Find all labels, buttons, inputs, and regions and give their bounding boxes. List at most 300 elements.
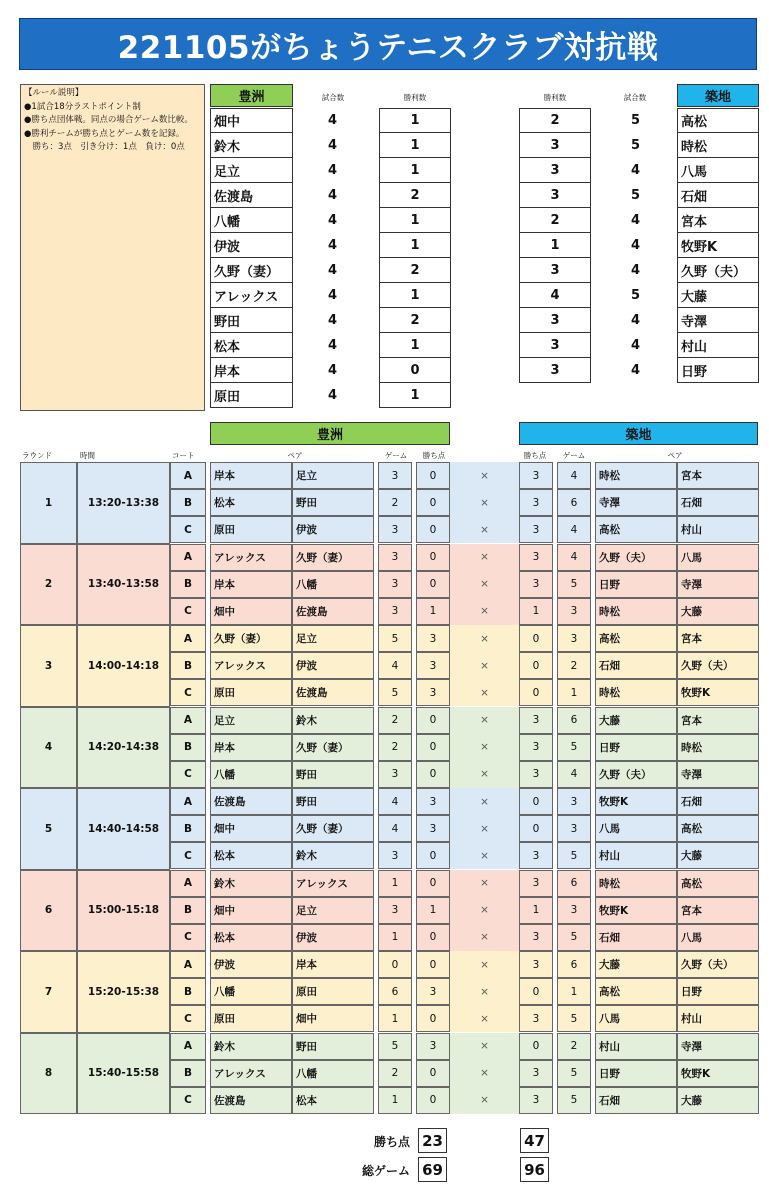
right-player-2: 久野（夫） bbox=[677, 652, 759, 679]
vs-mark: × bbox=[450, 489, 519, 516]
summary-right-wins: 1 bbox=[519, 233, 591, 258]
left-player-1: 久野（妻） bbox=[210, 625, 292, 652]
right-player-2: 宮本 bbox=[677, 707, 759, 734]
left-games: 3 bbox=[378, 516, 412, 543]
summary-left-name: 佐渡島 bbox=[210, 183, 293, 208]
left-player-2: 野田 bbox=[292, 489, 374, 516]
summary-right-name: 石畑 bbox=[677, 183, 759, 208]
left-player-2: 伊波 bbox=[292, 652, 374, 679]
left-player-2: 野田 bbox=[292, 788, 374, 815]
left-games: 3 bbox=[378, 598, 412, 625]
right-player-1: 日野 bbox=[595, 1060, 677, 1087]
left-games: 2 bbox=[378, 734, 412, 761]
left-games: 3 bbox=[378, 842, 412, 869]
left-points: 3 bbox=[416, 978, 450, 1005]
left-player-1: 松本 bbox=[210, 842, 292, 869]
round-block bbox=[20, 1033, 759, 1115]
left-player-2: 原田 bbox=[292, 978, 374, 1005]
left-player-1: 岸本 bbox=[210, 571, 292, 598]
vs-mark: × bbox=[450, 462, 519, 489]
summary-right-team-header: 築地 bbox=[677, 84, 759, 107]
left-games: 4 bbox=[378, 652, 412, 679]
left-player-1: 鈴木 bbox=[210, 870, 292, 897]
right-points: 1 bbox=[519, 897, 553, 924]
summary-left-wins: 1 bbox=[379, 158, 451, 183]
summary-right-wins: 3 bbox=[519, 133, 591, 158]
right-games: 4 bbox=[557, 761, 591, 788]
left-player-1: アレックス bbox=[210, 652, 292, 679]
court-label: C bbox=[170, 761, 206, 788]
left-points: 0 bbox=[416, 924, 450, 951]
court-label: B bbox=[170, 652, 206, 679]
round-number: 8 bbox=[20, 1033, 77, 1115]
left-games: 3 bbox=[378, 462, 412, 489]
right-points: 1 bbox=[519, 598, 553, 625]
left-player-2: 佐渡島 bbox=[292, 679, 374, 706]
right-player-2: 八馬 bbox=[677, 544, 759, 571]
right-player-2: 日野 bbox=[677, 978, 759, 1005]
summary-right-matches: 4 bbox=[630, 163, 641, 178]
right-points: 3 bbox=[519, 1005, 553, 1032]
round-number: 6 bbox=[20, 870, 77, 952]
right-games: 5 bbox=[557, 1060, 591, 1087]
right-player-1: 石畑 bbox=[595, 924, 677, 951]
right-player-1: 牧野K bbox=[595, 897, 677, 924]
rules-line: ●勝利チームが勝ち点とゲーム数を記録。 bbox=[24, 128, 185, 139]
left-points: 3 bbox=[416, 788, 450, 815]
court-label: C bbox=[170, 1087, 206, 1114]
summary-right-wins: 2 bbox=[519, 208, 591, 233]
right-player-2: 大藤 bbox=[677, 1087, 759, 1114]
rules-line: 【ルール説明】 bbox=[24, 88, 84, 98]
left-player-1: 鈴木 bbox=[210, 1033, 292, 1060]
summary-right-name: 牧野K bbox=[677, 233, 759, 258]
right-player-2: 高松 bbox=[677, 870, 759, 897]
right-games: 5 bbox=[557, 734, 591, 761]
right-points: 3 bbox=[519, 516, 553, 543]
right-player-1: 石畑 bbox=[595, 1087, 677, 1114]
left-points: 0 bbox=[416, 707, 450, 734]
left-games: 1 bbox=[378, 924, 412, 951]
summary-right-matches: 4 bbox=[630, 213, 641, 228]
vs-mark: × bbox=[450, 788, 519, 815]
right-player-1: 八馬 bbox=[595, 815, 677, 842]
right-games: 3 bbox=[557, 788, 591, 815]
right-player-1: 牧野K bbox=[595, 788, 677, 815]
summary-left-wins: 2 bbox=[379, 258, 451, 283]
summary-left-name: 岸本 bbox=[210, 358, 293, 383]
round-block bbox=[20, 544, 759, 626]
left-games: 0 bbox=[378, 951, 412, 978]
summary-left-matches: 4 bbox=[327, 163, 338, 178]
right-player-2: 時松 bbox=[677, 734, 759, 761]
right-player-1: 高松 bbox=[595, 625, 677, 652]
left-player-2: 伊波 bbox=[292, 516, 374, 543]
summary-left-matches: 4 bbox=[327, 313, 338, 328]
vs-mark: × bbox=[450, 544, 519, 571]
right-points: 3 bbox=[519, 544, 553, 571]
left-points: 0 bbox=[416, 951, 450, 978]
left-player-2: 足立 bbox=[292, 462, 374, 489]
total-games-label: 総ゲーム bbox=[361, 1164, 410, 1178]
round-block bbox=[20, 462, 759, 544]
right-points: 3 bbox=[519, 1060, 553, 1087]
court-label: A bbox=[170, 462, 206, 489]
right-player-2: 大藤 bbox=[677, 598, 759, 625]
court-label: C bbox=[170, 516, 206, 543]
right-games: 3 bbox=[557, 625, 591, 652]
left-points: 3 bbox=[416, 625, 450, 652]
summary-right-matches-header: 試合数 bbox=[623, 93, 647, 102]
left-player-1: 八幡 bbox=[210, 761, 292, 788]
right-player-2: 村山 bbox=[677, 1005, 759, 1032]
court-label: C bbox=[170, 924, 206, 951]
right-player-1: 日野 bbox=[595, 734, 677, 761]
rules-line: ●勝ち点団体戦。同点の場合ゲーム数比較。 bbox=[24, 115, 193, 125]
court-label: B bbox=[170, 1060, 206, 1087]
left-player-1: 佐渡島 bbox=[210, 788, 292, 815]
round-number: 5 bbox=[20, 788, 77, 870]
summary-left-name: 畑中 bbox=[210, 108, 293, 133]
left-games: 1 bbox=[378, 1087, 412, 1114]
summary-right-wins-header: 勝利数 bbox=[543, 93, 567, 102]
vs-mark: × bbox=[450, 761, 519, 788]
round-time: 13:40-13:58 bbox=[77, 544, 170, 626]
summary-left-matches: 4 bbox=[327, 363, 338, 378]
right-points: 0 bbox=[519, 679, 553, 706]
right-player-1: 日野 bbox=[595, 571, 677, 598]
rules-line: 勝ち：3点 引き分け：1点 負け：0点 bbox=[24, 142, 185, 152]
left-player-2: 松本 bbox=[292, 1087, 374, 1114]
court-label: A bbox=[170, 1033, 206, 1060]
summary-left-name: 八幡 bbox=[210, 208, 293, 233]
left-player-2: 野田 bbox=[292, 1033, 374, 1060]
court-label: B bbox=[170, 489, 206, 516]
summary-left-name: 伊波 bbox=[210, 233, 293, 258]
summary-left-wins: 1 bbox=[379, 383, 451, 408]
summary-right-name: 八馬 bbox=[677, 158, 759, 183]
left-games-header: ゲーム bbox=[384, 451, 408, 460]
right-games: 2 bbox=[557, 652, 591, 679]
right-player-2: 宮本 bbox=[677, 625, 759, 652]
vs-mark: × bbox=[450, 870, 519, 897]
left-games: 3 bbox=[378, 897, 412, 924]
right-player-1: 高松 bbox=[595, 516, 677, 543]
round-time: 13:20-13:38 bbox=[77, 462, 170, 544]
left-player-1: 岸本 bbox=[210, 462, 292, 489]
left-player-1: 松本 bbox=[210, 924, 292, 951]
vs-mark: × bbox=[450, 571, 519, 598]
left-points: 3 bbox=[416, 1033, 450, 1060]
vs-mark: × bbox=[450, 707, 519, 734]
summary-left-wins: 2 bbox=[379, 308, 451, 333]
summary-right-matches: 5 bbox=[630, 288, 641, 303]
round-block bbox=[20, 707, 759, 789]
left-player-2: 足立 bbox=[292, 897, 374, 924]
vs-mark: × bbox=[450, 652, 519, 679]
right-player-2: 村山 bbox=[677, 516, 759, 543]
vs-mark: × bbox=[450, 1060, 519, 1087]
vs-mark: × bbox=[450, 951, 519, 978]
summary-right-matches: 4 bbox=[630, 263, 641, 278]
summary-right-name: 高松 bbox=[677, 108, 759, 133]
summary-right-wins: 2 bbox=[519, 108, 591, 133]
left-points-header: 勝ち点 bbox=[422, 451, 446, 460]
right-player-1: 時松 bbox=[595, 870, 677, 897]
round-header: ラウンド bbox=[22, 451, 52, 460]
right-points: 0 bbox=[519, 788, 553, 815]
summary-right-wins: 3 bbox=[519, 183, 591, 208]
right-games: 5 bbox=[557, 1005, 591, 1032]
left-points: 0 bbox=[416, 1087, 450, 1114]
left-player-1: 足立 bbox=[210, 707, 292, 734]
summary-right-name: 宮本 bbox=[677, 208, 759, 233]
round-number: 1 bbox=[20, 462, 77, 544]
court-label: B bbox=[170, 734, 206, 761]
right-points: 0 bbox=[519, 652, 553, 679]
vs-mark: × bbox=[450, 679, 519, 706]
vs-mark: × bbox=[450, 734, 519, 761]
left-player-2: 佐渡島 bbox=[292, 598, 374, 625]
left-player-1: 原田 bbox=[210, 679, 292, 706]
summary-right-wins: 3 bbox=[519, 158, 591, 183]
left-games: 6 bbox=[378, 978, 412, 1005]
right-player-1: 村山 bbox=[595, 842, 677, 869]
right-points: 3 bbox=[519, 462, 553, 489]
round-block bbox=[20, 625, 759, 707]
left-player-2: 八幡 bbox=[292, 571, 374, 598]
right-games: 4 bbox=[557, 516, 591, 543]
right-player-1: 大藤 bbox=[595, 707, 677, 734]
right-games: 5 bbox=[557, 842, 591, 869]
left-games: 5 bbox=[378, 1033, 412, 1060]
left-points: 0 bbox=[416, 544, 450, 571]
round-time: 15:40-15:58 bbox=[77, 1033, 170, 1115]
summary-right-wins: 3 bbox=[519, 308, 591, 333]
right-player-2: 寺澤 bbox=[677, 761, 759, 788]
vs-mark: × bbox=[450, 815, 519, 842]
summary-left-name: 足立 bbox=[210, 158, 293, 183]
right-player-1: 寺澤 bbox=[595, 489, 677, 516]
summary-left-name: 鈴木 bbox=[210, 133, 293, 158]
right-points: 3 bbox=[519, 870, 553, 897]
right-player-2: 八馬 bbox=[677, 924, 759, 951]
left-pair-header: ペア bbox=[287, 451, 303, 460]
right-points: 0 bbox=[519, 1033, 553, 1060]
summary-left-matches: 4 bbox=[327, 388, 338, 403]
right-points: 0 bbox=[519, 815, 553, 842]
summary-left-wins: 1 bbox=[379, 333, 451, 358]
right-player-1: 時松 bbox=[595, 462, 677, 489]
vs-mark: × bbox=[450, 516, 519, 543]
right-player-1: 大藤 bbox=[595, 951, 677, 978]
right-total-games: 96 bbox=[520, 1157, 549, 1182]
right-points: 3 bbox=[519, 951, 553, 978]
court-label: A bbox=[170, 788, 206, 815]
round-block bbox=[20, 870, 759, 952]
right-points: 3 bbox=[519, 571, 553, 598]
right-games: 6 bbox=[557, 870, 591, 897]
left-games: 3 bbox=[378, 544, 412, 571]
left-points: 0 bbox=[416, 870, 450, 897]
summary-right-name: 久野（夫） bbox=[677, 258, 759, 283]
schedule-right-team-header: 築地 bbox=[519, 422, 758, 445]
left-player-2: 鈴木 bbox=[292, 707, 374, 734]
vs-mark: × bbox=[450, 842, 519, 869]
summary-right-name: 日野 bbox=[677, 358, 759, 383]
summary-left-name: 松本 bbox=[210, 333, 293, 358]
right-points-header: 勝ち点 bbox=[523, 451, 547, 460]
round-block bbox=[20, 788, 759, 870]
right-player-1: 久野（夫） bbox=[595, 544, 677, 571]
summary-right-matches: 4 bbox=[630, 238, 641, 253]
left-points: 3 bbox=[416, 652, 450, 679]
vs-mark: × bbox=[450, 1033, 519, 1060]
left-player-1: アレックス bbox=[210, 1060, 292, 1087]
court-label: A bbox=[170, 870, 206, 897]
court-label: A bbox=[170, 951, 206, 978]
left-player-2: 八幡 bbox=[292, 1060, 374, 1087]
summary-right-matches: 5 bbox=[630, 113, 641, 128]
right-points: 3 bbox=[519, 707, 553, 734]
left-points: 3 bbox=[416, 815, 450, 842]
page-title: 221105がちょうテニスクラブ対抗戦 bbox=[19, 18, 757, 70]
vs-mark: × bbox=[450, 897, 519, 924]
right-player-1: 村山 bbox=[595, 1033, 677, 1060]
summary-left-wins-header: 勝利数 bbox=[403, 93, 427, 102]
left-player-1: アレックス bbox=[210, 544, 292, 571]
right-player-2: 久野（夫） bbox=[677, 951, 759, 978]
left-games: 5 bbox=[378, 625, 412, 652]
vs-mark: × bbox=[450, 1005, 519, 1032]
court-label: B bbox=[170, 571, 206, 598]
court-header: コート bbox=[172, 451, 195, 460]
round-number: 7 bbox=[20, 951, 77, 1033]
right-player-2: 大藤 bbox=[677, 842, 759, 869]
left-games: 5 bbox=[378, 679, 412, 706]
round-number: 3 bbox=[20, 625, 77, 707]
left-player-2: アレックス bbox=[292, 870, 374, 897]
summary-left-wins: 2 bbox=[379, 183, 451, 208]
summary-right-wins: 3 bbox=[519, 333, 591, 358]
left-games: 4 bbox=[378, 788, 412, 815]
summary-right-wins: 3 bbox=[519, 358, 591, 383]
left-player-2: 伊波 bbox=[292, 924, 374, 951]
left-total-games: 69 bbox=[418, 1157, 447, 1182]
summary-left-wins: 1 bbox=[379, 208, 451, 233]
summary-left-matches: 4 bbox=[327, 213, 338, 228]
left-total-points: 23 bbox=[418, 1128, 447, 1153]
left-player-2: 鈴木 bbox=[292, 842, 374, 869]
vs-mark: × bbox=[450, 598, 519, 625]
left-games: 4 bbox=[378, 815, 412, 842]
summary-left-matches: 4 bbox=[327, 138, 338, 153]
right-player-1: 高松 bbox=[595, 978, 677, 1005]
left-player-1: 岸本 bbox=[210, 734, 292, 761]
right-points: 0 bbox=[519, 978, 553, 1005]
right-player-2: 宮本 bbox=[677, 897, 759, 924]
right-player-2: 高松 bbox=[677, 815, 759, 842]
summary-left-wins: 1 bbox=[379, 133, 451, 158]
right-total-points: 47 bbox=[520, 1128, 549, 1153]
summary-left-wins: 1 bbox=[379, 233, 451, 258]
round-time: 14:00-14:18 bbox=[77, 625, 170, 707]
right-points: 3 bbox=[519, 842, 553, 869]
right-games: 6 bbox=[557, 489, 591, 516]
right-games: 6 bbox=[557, 951, 591, 978]
court-label: C bbox=[170, 679, 206, 706]
court-label: A bbox=[170, 707, 206, 734]
left-points: 0 bbox=[416, 462, 450, 489]
left-player-2: 足立 bbox=[292, 625, 374, 652]
round-number: 2 bbox=[20, 544, 77, 626]
summary-right-matches: 5 bbox=[630, 188, 641, 203]
right-player-1: 八馬 bbox=[595, 1005, 677, 1032]
vs-mark: × bbox=[450, 924, 519, 951]
summary-right-matches: 4 bbox=[630, 363, 641, 378]
left-player-1: 伊波 bbox=[210, 951, 292, 978]
round-block bbox=[20, 951, 759, 1033]
left-player-1: 八幡 bbox=[210, 978, 292, 1005]
vs-mark: × bbox=[450, 625, 519, 652]
left-player-1: 松本 bbox=[210, 489, 292, 516]
court-label: A bbox=[170, 625, 206, 652]
summary-left-name: アレックス bbox=[210, 283, 293, 308]
left-points: 0 bbox=[416, 489, 450, 516]
left-points: 0 bbox=[416, 1060, 450, 1087]
court-label: B bbox=[170, 815, 206, 842]
summary-right-name: 時松 bbox=[677, 133, 759, 158]
right-points: 0 bbox=[519, 625, 553, 652]
right-games: 4 bbox=[557, 462, 591, 489]
summary-right-matches: 4 bbox=[630, 338, 641, 353]
left-player-1: 佐渡島 bbox=[210, 1087, 292, 1114]
court-label: C bbox=[170, 1005, 206, 1032]
left-player-2: 岸本 bbox=[292, 951, 374, 978]
right-games: 5 bbox=[557, 1087, 591, 1114]
court-label: C bbox=[170, 598, 206, 625]
round-time: 15:20-15:38 bbox=[77, 951, 170, 1033]
summary-left-wins: 0 bbox=[379, 358, 451, 383]
right-games: 2 bbox=[557, 1033, 591, 1060]
summary-left-wins: 1 bbox=[379, 283, 451, 308]
right-player-1: 久野（夫） bbox=[595, 761, 677, 788]
vs-mark: × bbox=[450, 978, 519, 1005]
right-player-1: 石畑 bbox=[595, 652, 677, 679]
right-games: 3 bbox=[557, 598, 591, 625]
left-games: 2 bbox=[378, 1060, 412, 1087]
left-games: 1 bbox=[378, 1005, 412, 1032]
time-header: 時間 bbox=[80, 451, 95, 460]
summary-left-matches: 4 bbox=[327, 338, 338, 353]
right-points: 3 bbox=[519, 924, 553, 951]
left-player-1: 原田 bbox=[210, 516, 292, 543]
round-time: 14:20-14:38 bbox=[77, 707, 170, 789]
vs-mark: × bbox=[450, 1087, 519, 1114]
left-player-1: 畑中 bbox=[210, 897, 292, 924]
left-games: 1 bbox=[378, 870, 412, 897]
summary-left-name: 野田 bbox=[210, 308, 293, 333]
left-points: 0 bbox=[416, 842, 450, 869]
right-games: 5 bbox=[557, 924, 591, 951]
summary-left-matches: 4 bbox=[327, 263, 338, 278]
left-player-2: 久野（妻） bbox=[292, 734, 374, 761]
summary-left-team-header: 豊洲 bbox=[210, 84, 293, 107]
left-player-2: 野田 bbox=[292, 761, 374, 788]
right-player-2: 牧野K bbox=[677, 679, 759, 706]
right-player-1: 時松 bbox=[595, 679, 677, 706]
right-games: 5 bbox=[557, 571, 591, 598]
